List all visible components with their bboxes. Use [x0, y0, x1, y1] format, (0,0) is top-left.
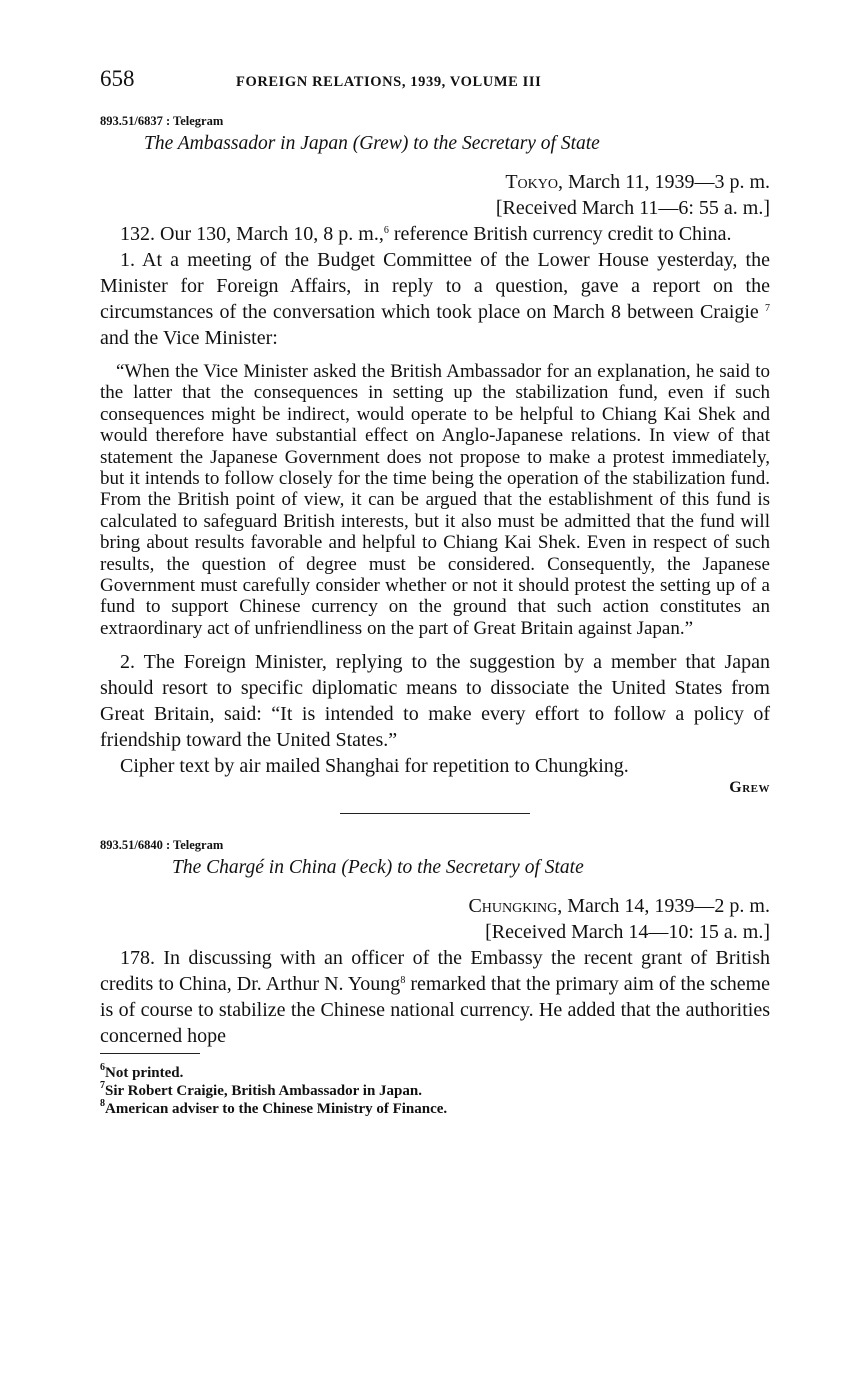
doc1-signature: Grew	[729, 779, 770, 797]
footnote-6	[100, 1064, 770, 1082]
footnote-7	[100, 1082, 770, 1100]
running-head	[100, 66, 770, 100]
section-divider	[340, 813, 530, 814]
doc1-paragraph-1-text: 132. Our 130, March 10, 8 p. m.,	[120, 223, 384, 245]
doc1-place: Tokyo	[505, 171, 558, 193]
doc2-paragraph-1-text: 178. In discussing with an officer of the Embassy the recent grant of British credits to China, Dr. Arthur N. Young	[100, 947, 770, 996]
doc2-date: , March 14, 1939—2 p. m.	[557, 895, 770, 918]
footnote-mark: 7	[100, 1080, 105, 1092]
doc2-file-number: 893.51/6840 : Telegram	[100, 838, 224, 853]
doc1-file-number: 893.51/6837 : Telegram	[100, 114, 224, 128]
document-page	[100, 66, 770, 1118]
doc2-paragraph-1-text-cont: remarked that the primary aim of the scheme is of course to stabilize the Chinese national currency. He added that the authorities concerned hope	[100, 973, 771, 1048]
footnote-text: Not printed.	[105, 1065, 184, 1082]
doc1-paragraph-2-text: 1. At a meeting of the Budget Committee of the Lower House yesterday, the Minister for Foreign Affairs, in reply to a question, gave a report on the circumstances of the conversation which took place on March 8 between Craigie	[100, 249, 770, 323]
footnote-text: Sir Robert Craigie, British Ambassador in Japan.	[105, 1083, 422, 1100]
footnote-rule	[100, 1053, 200, 1054]
footnote-text: American adviser to the Chinese Ministry of Finance.	[105, 1101, 448, 1118]
doc2-received: [Received March 14—10: 15 a. m.]	[485, 921, 770, 944]
footnotes	[100, 1064, 770, 1118]
doc2-place: Chungking	[468, 895, 558, 918]
page-number: 658	[100, 66, 135, 91]
doc1-received: [Received March 11—6: 55 a. m.]	[495, 197, 770, 219]
footnote-mark: 8	[100, 1098, 105, 1110]
doc2-dateline	[100, 893, 770, 919]
doc1-date: , March 11, 1939—3 p. m.	[557, 171, 770, 193]
doc1-paragraph-3: 2. The Foreign Minister, replying to the suggestion by a member that Japan should resort to specific diplomatic means to dissociate the United States from Great Britain, said: “It is intended to make every effort to follow a policy of friendship toward the United States.”	[100, 651, 770, 752]
doc1-dateline	[100, 169, 770, 195]
footnote-ref-8: 8	[400, 975, 406, 987]
footnote-ref-6: 6	[383, 225, 389, 236]
doc2-paragraph-1	[100, 945, 770, 1049]
doc1-paragraph-2	[100, 247, 770, 351]
footnote-8	[100, 1100, 770, 1118]
footnote-ref-7: 7	[765, 303, 770, 314]
doc1-paragraph-1-text-cont: reference British currency credit to China.	[388, 223, 732, 245]
doc1-quotation: “When the Vice Minister asked the British Ambassador for an explanation, he said to the latter that the consequences in setting up the stabilization fund, even if such consequences might be indirect, would operate to be helpful to Chiang Kai Shek and would therefore have substantial effect on Anglo-Japanese relations. In view of that statement the Japanese Government does not propose to make a protest immediately, but it intends to follow closely for the time being the operation of the stabilization fund. From the British point of view, it can be argued that the establishment of this fund is calculated to safeguard British interests, but it also must be admitted that the fund will bring about results favorable and helpful to Chiang Kai Shek. Even in respect of such results, the question of degree must be considered. Consequently, the Japanese Government must carefully consider whether or not it should protest the setting up of a fund to support Chinese currency on the ground that such action constitutes an extraordinary act of unfriendliness on the part of Great Britain against Japan.”	[100, 361, 770, 639]
footnote-mark: 6	[100, 1062, 105, 1074]
running-head-title: FOREIGN RELATIONS, 1939, VOLUME III	[236, 74, 542, 90]
doc1-paragraph-1	[100, 221, 770, 247]
doc1-title: The Ambassador in Japan (Grew) to the Secretary of State	[144, 133, 600, 154]
doc1-paragraph-4: Cipher text by air mailed Shanghai for repetition to Chungking.	[120, 755, 629, 778]
doc1-paragraph-2-text-cont: and the Vice Minister:	[100, 327, 278, 349]
doc2-title: The Chargé in China (Peck) to the Secretary of State	[172, 857, 584, 879]
